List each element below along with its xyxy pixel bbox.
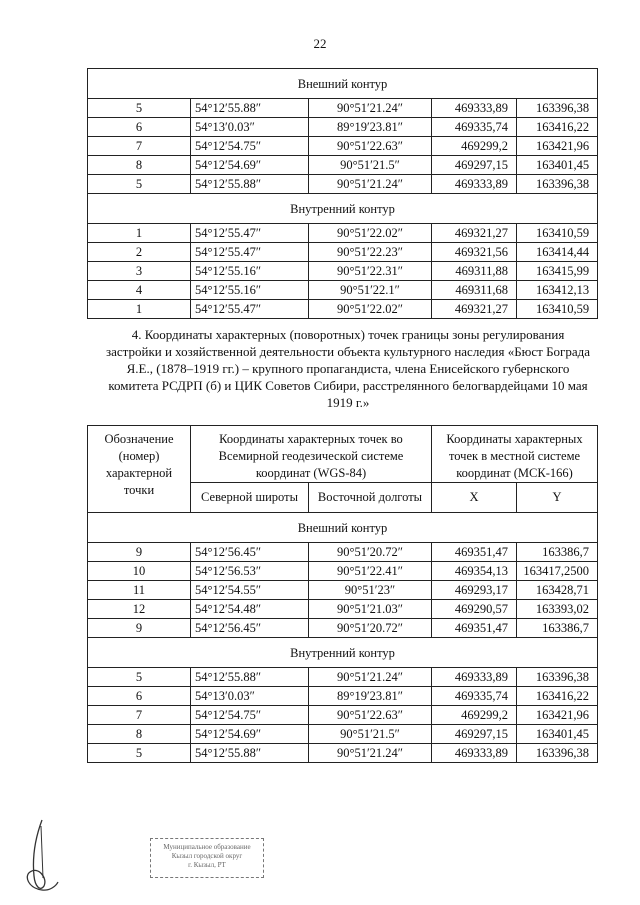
longitude-cell: 90°51′21.24″ xyxy=(309,175,432,194)
table-1-body xyxy=(88,69,598,319)
y-cell: 163415,99 xyxy=(517,262,598,281)
table-row xyxy=(88,562,598,581)
latitude-cell: 54°12′55.88″ xyxy=(191,175,309,194)
longitude-cell: 90°51′23″ xyxy=(309,581,432,600)
table-row xyxy=(88,725,598,744)
x-cell: 469297,15 xyxy=(432,156,517,175)
x-cell: 469293,17 xyxy=(432,581,517,600)
x-cell: 469335,74 xyxy=(432,687,517,706)
table-row xyxy=(88,118,598,137)
longitude-cell: 90°51′22.1″ xyxy=(309,281,432,300)
latitude-cell: 54°12′55.88″ xyxy=(191,744,309,763)
longitude-cell: 90°51′21.5″ xyxy=(309,725,432,744)
latitude-cell: 54°12′55.47″ xyxy=(191,224,309,243)
y-cell: 163393,02 xyxy=(517,600,598,619)
latitude-cell: 54°12′56.53″ xyxy=(191,562,309,581)
coordinates-table-1 xyxy=(87,68,598,319)
point-number-cell: 5 xyxy=(88,99,191,118)
y-cell: 163396,38 xyxy=(517,668,598,687)
x-cell: 469333,89 xyxy=(432,668,517,687)
section-header-row xyxy=(88,194,598,224)
x-cell: 469290,57 xyxy=(432,600,517,619)
y-cell: 163410,59 xyxy=(517,224,598,243)
header-wgs84: Координаты характерных точек во Всемирной геодезической системе координат (WGS-84) xyxy=(191,426,432,483)
table-row xyxy=(88,543,598,562)
latitude-cell: 54°12′55.88″ xyxy=(191,668,309,687)
table-row xyxy=(88,156,598,175)
latitude-cell: 54°12′55.88″ xyxy=(191,99,309,118)
y-cell: 163386,7 xyxy=(517,543,598,562)
y-cell: 163421,96 xyxy=(517,137,598,156)
table-row xyxy=(88,243,598,262)
stamp-line: Кызыл городской округ xyxy=(171,852,243,860)
y-cell: 163414,44 xyxy=(517,243,598,262)
y-cell: 163417,2500 xyxy=(517,562,598,581)
y-cell: 163401,45 xyxy=(517,156,598,175)
section-header-row xyxy=(88,638,598,668)
table-row xyxy=(88,137,598,156)
point-number-cell: 1 xyxy=(88,224,191,243)
table-row xyxy=(88,281,598,300)
header-y: Y xyxy=(517,483,598,513)
latitude-cell: 54°12′55.47″ xyxy=(191,300,309,319)
longitude-cell: 90°51′20.72″ xyxy=(309,543,432,562)
header-point-number: Обозначение (номер) характерной точки xyxy=(88,426,191,513)
y-cell: 163386,7 xyxy=(517,619,598,638)
x-cell: 469333,89 xyxy=(432,744,517,763)
longitude-cell: 90°51′21.24″ xyxy=(309,668,432,687)
signature-mark xyxy=(22,816,62,896)
longitude-cell: 90°51′22.63″ xyxy=(309,706,432,725)
latitude-cell: 54°12′56.45″ xyxy=(191,543,309,562)
latitude-cell: 54°12′54.75″ xyxy=(191,137,309,156)
longitude-cell: 90°51′22.02″ xyxy=(309,224,432,243)
section-title: Внешний контур xyxy=(88,513,598,543)
point-number-cell: 11 xyxy=(88,581,191,600)
point-number-cell: 2 xyxy=(88,243,191,262)
stamp-line: Муниципальное образование xyxy=(163,843,251,851)
latitude-cell: 54°12′54.69″ xyxy=(191,725,309,744)
y-cell: 163401,45 xyxy=(517,725,598,744)
y-cell: 163428,71 xyxy=(517,581,598,600)
x-cell: 469354,13 xyxy=(432,562,517,581)
longitude-cell: 90°51′22.02″ xyxy=(309,300,432,319)
section-header-row xyxy=(88,69,598,99)
section-title: Внутренний контур xyxy=(88,638,598,668)
stamp-line: г. Кызыл, РТ xyxy=(188,861,226,869)
longitude-cell: 90°51′22.31″ xyxy=(309,262,432,281)
point-number-cell: 9 xyxy=(88,619,191,638)
latitude-cell: 54°12′55.16″ xyxy=(191,262,309,281)
point-number-cell: 8 xyxy=(88,156,191,175)
x-cell: 469321,27 xyxy=(432,224,517,243)
registration-stamp xyxy=(150,838,264,878)
section-header-row xyxy=(88,513,598,543)
table-row xyxy=(88,262,598,281)
header-latitude: Северной широты xyxy=(191,483,309,513)
longitude-cell: 89°19′23.81″ xyxy=(309,687,432,706)
x-cell: 469297,15 xyxy=(432,725,517,744)
page-number: 22 xyxy=(313,36,327,51)
latitude-cell: 54°12′55.47″ xyxy=(191,243,309,262)
y-cell: 163396,38 xyxy=(517,744,598,763)
x-cell: 469299,2 xyxy=(432,706,517,725)
longitude-cell: 90°51′21.5″ xyxy=(309,156,432,175)
x-cell: 469299,2 xyxy=(432,137,517,156)
latitude-cell: 54°13′0.03″ xyxy=(191,687,309,706)
longitude-cell: 90°51′21.03″ xyxy=(309,600,432,619)
latitude-cell: 54°12′54.48″ xyxy=(191,600,309,619)
point-number-cell: 4 xyxy=(88,281,191,300)
x-cell: 469321,56 xyxy=(432,243,517,262)
x-cell: 469311,68 xyxy=(432,281,517,300)
x-cell: 469311,88 xyxy=(432,262,517,281)
table-2-body xyxy=(88,513,598,763)
longitude-cell: 90°51′20.72″ xyxy=(309,619,432,638)
point-number-cell: 6 xyxy=(88,687,191,706)
y-cell: 163421,96 xyxy=(517,706,598,725)
table-row xyxy=(88,744,598,763)
point-number-cell: 12 xyxy=(88,600,191,619)
longitude-cell: 90°51′21.24″ xyxy=(309,99,432,118)
table-row xyxy=(88,300,598,319)
point-number-cell: 1 xyxy=(88,300,191,319)
x-cell: 469333,89 xyxy=(432,175,517,194)
point-number-cell: 3 xyxy=(88,262,191,281)
table-row xyxy=(88,600,598,619)
latitude-cell: 54°12′55.16″ xyxy=(191,281,309,300)
latitude-cell: 54°12′54.55″ xyxy=(191,581,309,600)
y-cell: 163410,59 xyxy=(517,300,598,319)
table-row xyxy=(88,706,598,725)
table-row xyxy=(88,668,598,687)
coordinates-table-2 xyxy=(87,425,598,763)
latitude-cell: 54°12′54.69″ xyxy=(191,156,309,175)
point-number-cell: 9 xyxy=(88,543,191,562)
longitude-cell: 90°51′22.23″ xyxy=(309,243,432,262)
point-number-cell: 7 xyxy=(88,137,191,156)
table-row xyxy=(88,175,598,194)
x-cell: 469351,47 xyxy=(432,619,517,638)
x-cell: 469321,27 xyxy=(432,300,517,319)
table-row xyxy=(88,619,598,638)
latitude-cell: 54°12′56.45″ xyxy=(191,619,309,638)
section-heading: 4. Координаты характерных (поворотных) точек границы зоны регулирования застройки и хозяйственной деятельности объекта культурного наследия «Бюст Бограда Я.Е., (1878–1919 гг.) – крупного пропагандиста, члена Енисейского губернского комитета РСДРП (б) и ЦИК Советов Сибири, расстрелянного белогвардейцами 10 мая 1919 г.» xyxy=(105,327,591,410)
latitude-cell: 54°12′54.75″ xyxy=(191,706,309,725)
longitude-cell: 90°51′21.24″ xyxy=(309,744,432,763)
y-cell: 163416,22 xyxy=(517,687,598,706)
x-cell: 469333,89 xyxy=(432,99,517,118)
header-msk166: Координаты характерных точек в местной системе координат (МСК-166) xyxy=(432,426,598,483)
section-title: Внешний контур xyxy=(88,69,598,99)
header-x: X xyxy=(432,483,517,513)
point-number-cell: 5 xyxy=(88,744,191,763)
table-row xyxy=(88,581,598,600)
table-row xyxy=(88,99,598,118)
point-number-cell: 6 xyxy=(88,118,191,137)
latitude-cell: 54°13′0.03″ xyxy=(191,118,309,137)
x-cell: 469351,47 xyxy=(432,543,517,562)
longitude-cell: 90°51′22.63″ xyxy=(309,137,432,156)
point-number-cell: 10 xyxy=(88,562,191,581)
y-cell: 163396,38 xyxy=(517,175,598,194)
point-number-cell: 7 xyxy=(88,706,191,725)
point-number-cell: 8 xyxy=(88,725,191,744)
longitude-cell: 90°51′22.41″ xyxy=(309,562,432,581)
point-number-cell: 5 xyxy=(88,175,191,194)
table-row xyxy=(88,224,598,243)
point-number-cell: 5 xyxy=(88,668,191,687)
y-cell: 163416,22 xyxy=(517,118,598,137)
y-cell: 163412,13 xyxy=(517,281,598,300)
x-cell: 469335,74 xyxy=(432,118,517,137)
longitude-cell: 89°19′23.81″ xyxy=(309,118,432,137)
table-row xyxy=(88,687,598,706)
header-longitude: Восточной долготы xyxy=(309,483,432,513)
y-cell: 163396,38 xyxy=(517,99,598,118)
section-title: Внутренний контур xyxy=(88,194,598,224)
